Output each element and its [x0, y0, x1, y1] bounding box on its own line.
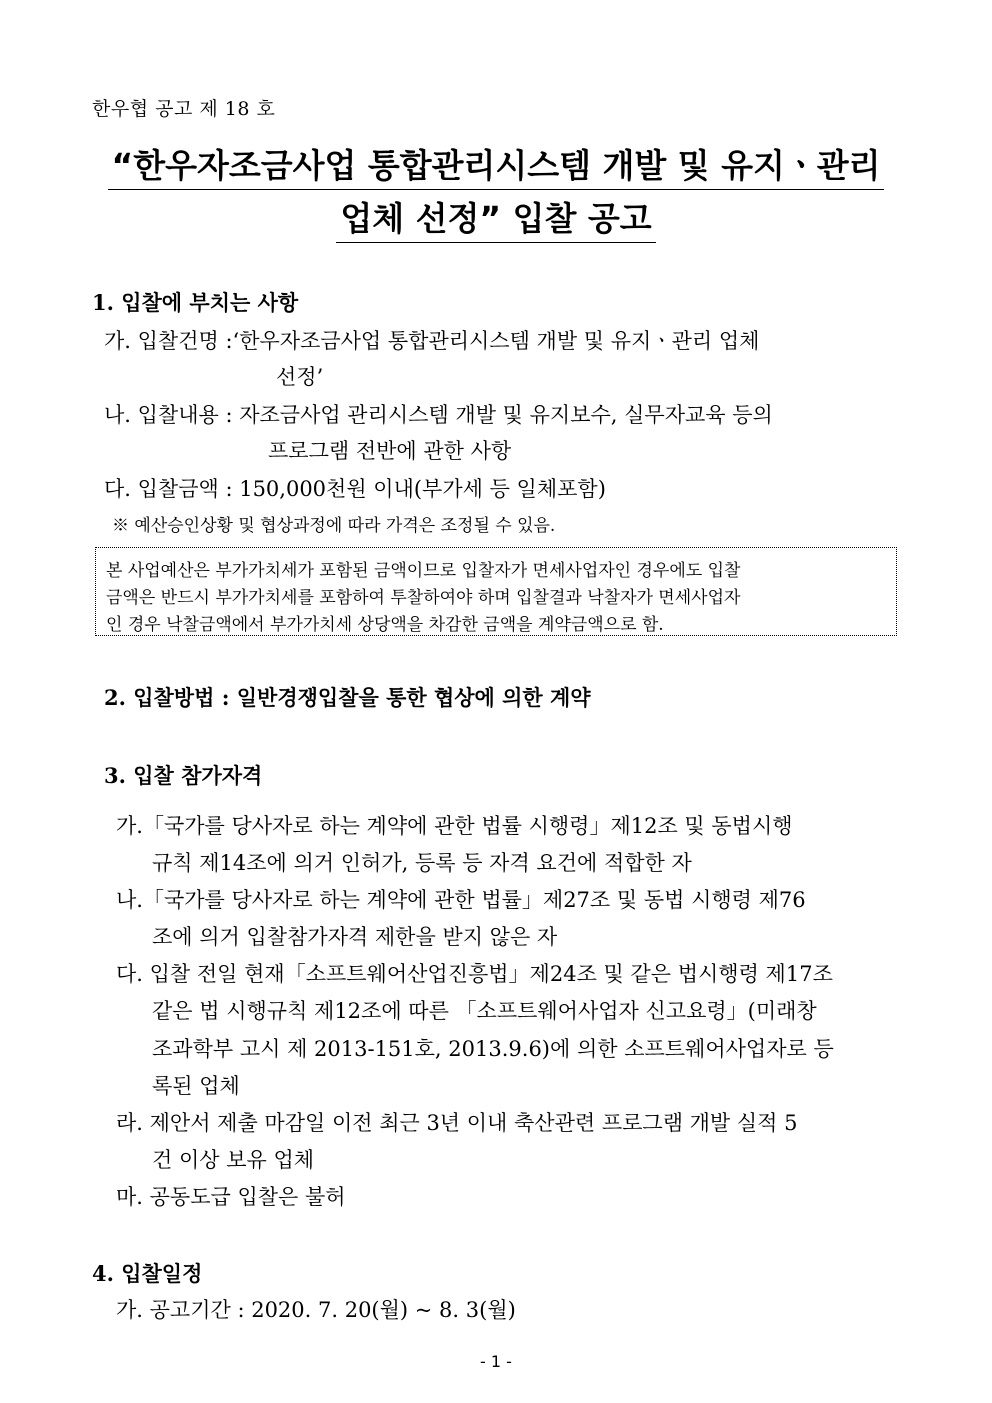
vat-notice-box [95, 547, 897, 636]
vat-notice-line1: 본 사업예산은 부가가치세가 포함된 금액이므로 입찰자가 면세사업자인 경우에도 입찰 [106, 561, 741, 581]
document-title-line2 [0, 193, 992, 243]
notice-number: 한우협 공고 제 18 호 [92, 98, 276, 120]
section3-ra-line2: 건 이상 보유 업체 [152, 1148, 315, 1172]
section3-ga-line2: 규칙 제14조에 의거 인허가, 등록 등 자격 요건에 적합한 자 [152, 851, 692, 875]
section1-item-da: 다. 입찰금액 : 150,000천원 이내(부가세 등 일체포함) [104, 477, 606, 501]
section1-heading: 1. 입찰에 부치는 사항 [92, 290, 299, 315]
section1-item-na-line1: 나. 입찰내용 : 자조금사업 관리시스템 개발 및 유지보수, 실무자교육 등의 [104, 403, 773, 427]
section3-ra-line1: 라. 제안서 제출 마감일 이전 최근 3년 이내 축산관련 프로그램 개발 실적 5 [116, 1111, 798, 1135]
section3-da-line4: 록된 업체 [152, 1074, 240, 1098]
vat-notice-line3: 인 경우 낙찰금액에서 부가가치세 상당액을 차감한 금액을 계약금액으로 함. [106, 615, 664, 635]
section1-item-na-line2: 프로그램 전반에 관한 사항 [268, 439, 512, 463]
section4-ga-line1: 가. 공고기간 : 2020. 7. 20(월) ~ 8. 3(월) [116, 1298, 516, 1322]
page-number: - 1 - [480, 1352, 512, 1371]
section3-da-line3: 조과학부 고시 제 2013-151호, 2013.9.6)에 의한 소프트웨어사업자로 등 [152, 1037, 834, 1061]
section3-ma-line1: 마. 공동도급 입찰은 불허 [116, 1185, 346, 1209]
section1-item-ga-line1: 가. 입찰건명 :‘한우자조금사업 통합관리시스템 개발 및 유지ㆍ관리 업체 [104, 329, 760, 353]
section3-da-line1: 다. 입찰 전일 현재「소프트웨어산업진흥법」제24조 및 같은 법시행령 제17조 [116, 962, 833, 986]
section3-na-line2: 조에 의거 입찰참가자격 제한을 받지 않은 자 [152, 925, 558, 949]
title-text-line1: “한우자조금사업 통합관리시스템 개발 및 유지ㆍ관리 [108, 140, 885, 190]
section3-heading: 3. 입찰 참가자격 [104, 763, 263, 788]
section4-heading: 4. 입찰일정 [92, 1261, 203, 1286]
document-title-line1 [0, 140, 992, 190]
section2-heading: 2. 입찰방법 : 일반경쟁입찰을 통한 협상에 의한 계약 [104, 685, 591, 710]
section3-na-line1: 나.「국가를 당사자로 하는 계약에 관한 법률」제27조 및 동법 시행령 제76 [116, 888, 806, 912]
section3-da-line2: 같은 법 시행규칙 제12조에 따른 「소프트웨어사업자 신고요령」(미래창 [152, 999, 817, 1023]
budget-note: ※ 예산승인상황 및 협상과정에 따라 가격은 조정될 수 있음. [112, 516, 556, 536]
section3-ga-line1: 가.「국가를 당사자로 하는 계약에 관한 법률 시행령」제12조 및 동법시행 [116, 814, 793, 838]
title-text-line2: 업체 선정” 입찰 공고 [336, 193, 655, 243]
section1-item-ga-line2: 선정’ [276, 365, 324, 389]
vat-notice-line2: 금액은 반드시 부가가치세를 포함하여 투찰하여야 하며 입찰결과 낙찰자가 면세사업자 [106, 588, 741, 608]
